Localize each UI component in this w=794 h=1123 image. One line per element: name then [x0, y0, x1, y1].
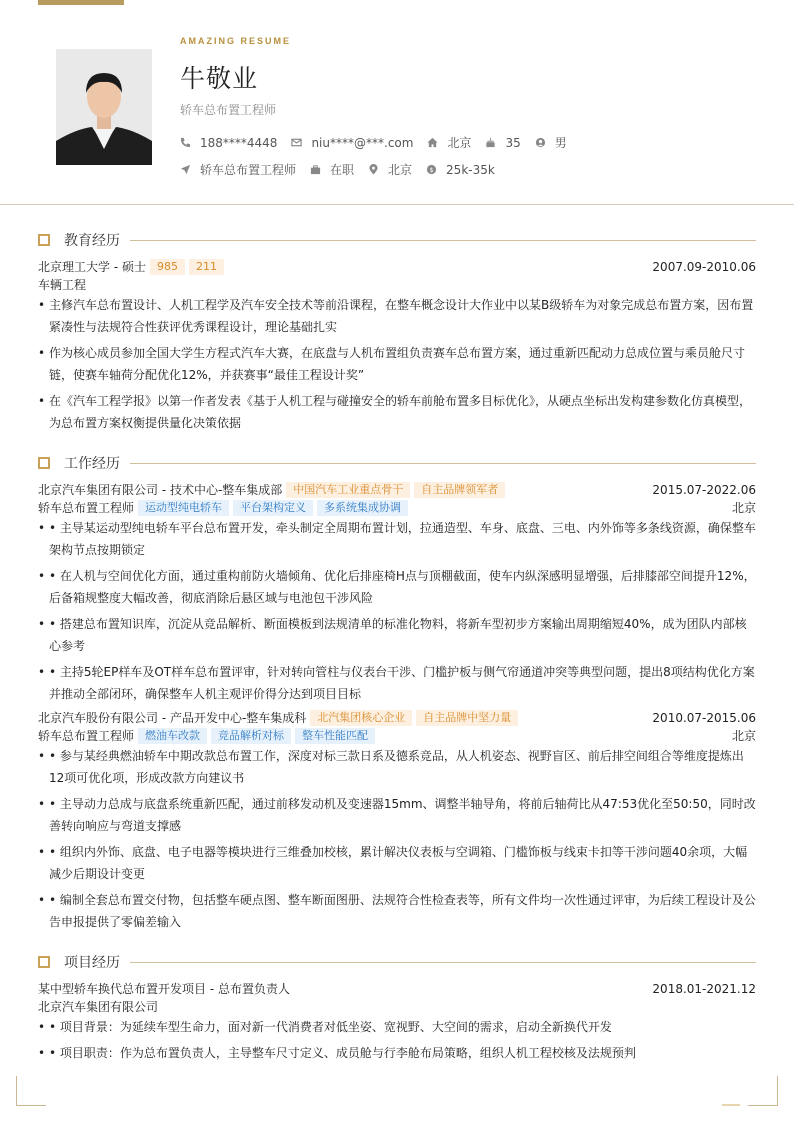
gender-icon	[535, 137, 546, 148]
job-bullet: • • 主导某运动型纯电轿车平台总布置开发，牵头制定全周期布置计划，拉通造型、车身、底盘、三电、内外饰等多条线资源，确保整车架构节点按期锁定	[38, 517, 756, 561]
job-date: 2015.07-2022.06	[652, 482, 756, 497]
job-bullet: • • 在人机与空间优化方面，通过重构前防火墙倾角、优化后排座椅H点与顶棚截面，使车内纵深感明显增强，后排膝部空间提升12%，后备箱规整度大幅改善，彻底消除后悬区域与电池包干涉风险	[38, 565, 756, 609]
section-square-icon	[38, 956, 50, 968]
project-header	[38, 980, 756, 997]
salary-item	[426, 163, 495, 177]
section-square-icon	[38, 457, 50, 469]
skill-tag: 竞品解析对标	[211, 728, 291, 744]
job-intent	[180, 161, 509, 178]
candidate-title: 轿车总布置工程师	[180, 103, 277, 117]
project-org: 北京汽车集团有限公司	[38, 1000, 159, 1014]
salary-icon	[426, 164, 437, 175]
intent-position-text: 轿车总布置工程师	[200, 163, 297, 177]
phone-item	[180, 136, 277, 150]
work-heading: 工作经历	[64, 456, 120, 472]
home-icon	[427, 137, 438, 148]
phone-text: 188****4448	[200, 135, 278, 150]
job-bullet: • • 主导动力总成与底盘系统重新匹配，通过前移发动机及变速器15mm、调整半轴导角，将前后轴荷比从47:53优化至50:50，同时改善转向响应与弯道支撑感	[38, 793, 756, 837]
project-date: 2018.01-2021.12	[652, 981, 756, 996]
mail-icon	[291, 137, 302, 148]
school-tag: 985	[150, 259, 185, 275]
contact-info	[180, 134, 581, 151]
job-header	[38, 709, 756, 726]
email-item	[291, 136, 413, 150]
header-divider	[0, 204, 794, 205]
phone-icon	[180, 137, 191, 148]
school-tag: 211	[189, 259, 224, 275]
location-icon	[368, 164, 379, 175]
skill-tag: 整车性能匹配	[295, 728, 375, 744]
job-position-row	[38, 727, 756, 744]
job-city: 北京	[731, 501, 756, 515]
section-line	[130, 962, 756, 963]
gender-item	[535, 134, 567, 151]
job-bullet: • • 组织内外饰、底盘、电子电器等模块进行三维叠加校核，累计解决仪表板与空调箱、门槛饰板与线束卡扣等干涉问题40余项，大幅减少后期设计变更	[38, 841, 756, 885]
company-tag: 北汽集团核心企业	[310, 710, 412, 726]
top-accent-bar	[38, 0, 124, 5]
company-tag: 自主品牌领军者	[414, 482, 505, 498]
skill-tag: 运动型纯电轿车	[138, 500, 229, 516]
job-position-row	[38, 499, 756, 516]
hometown-text: 北京	[447, 136, 472, 150]
page-corner-decoration	[748, 1076, 778, 1106]
page-corner-decoration	[16, 1076, 46, 1106]
education-bullet: • 主修汽车总布置设计、人机工程学及汽车安全技术等前沿课程，在整车概念设计大作业中以某B级轿车为对象完成总布置方案，因布置紧凑性与法规符合性获评优秀课程设计，理论基础扎实	[38, 294, 756, 338]
project-bullet: • • 项目背景：为延续车型生命力，面对新一代消费者对低坐姿、宽视野、大空间的需求，启动全新换代开发	[38, 1016, 756, 1038]
briefcase-icon	[310, 164, 321, 175]
skill-tag: 燃油车改款	[138, 728, 207, 744]
age-item	[485, 136, 520, 150]
job-date: 2010.07-2015.06	[652, 710, 756, 725]
salary-text: 25k-35k	[446, 162, 495, 177]
project-org-row	[38, 998, 756, 1015]
cake-icon	[485, 137, 496, 148]
skill-tag: 平台架构定义	[233, 500, 313, 516]
job-bullet: • • 编制全套总布置交付物，包括整车硬点图、整车断面图册、法规符合性检查表等，所有文件均一次性通过评审，为后续工程设计及公告申报提供了零偏差输入	[38, 889, 756, 933]
age-text: 35	[505, 135, 521, 150]
company-name: 北京汽车集团有限公司 - 技术中心-整车集成部	[38, 483, 283, 497]
intent-city-item	[368, 161, 412, 178]
job-bullet: • • 参与某经典燃油轿车中期改款总布置工作，深度对标三款日系及德系竞品，从人机姿态、视野盲区、前后排空间组合等维度提炼出12项可优化项，形成改款方向建议书	[38, 745, 756, 789]
education-date: 2007.09-2010.06	[652, 259, 756, 274]
candidate-name: 牛敬业	[180, 64, 259, 93]
job-bullet: • • 主持5轮EP样车及OT样车总布置评审，针对转向管柱与仪表台干涉、门槛护板与侧气帘通道冲突等典型问题，提出8项结构优化方案并推动全部闭环，确保整车人机主观评价得分达到项目目标	[38, 661, 756, 705]
school-name: 北京理工大学 - 硕士	[38, 260, 146, 274]
page-indicator-bar	[722, 1104, 740, 1106]
project-heading: 项目经历	[64, 955, 120, 971]
job-header	[38, 481, 756, 498]
profile-photo	[56, 49, 152, 165]
job-position: 轿车总布置工程师	[38, 729, 135, 743]
section-line	[130, 240, 756, 241]
job-bullet: • • 搭建总布置知识库，沉淀从竞品解析、断面模板到法规清单的标准化物料，将新车型初步方案输出周期缩短40%，成为团队内部核心参考	[38, 613, 756, 657]
email-text: niu****@***.com	[311, 135, 414, 150]
company-tag: 自主品牌中坚力量	[416, 710, 518, 726]
project-bullet: • • 项目职责：作为总布置负责人，主导整车尺寸定义、成员舱与行李舱布局策略，组织人机工程校核及法规预判	[38, 1042, 756, 1064]
intent-city-text: 北京	[388, 163, 413, 177]
education-heading: 教育经历	[64, 233, 120, 249]
svg-text:$: $	[429, 165, 434, 174]
section-square-icon	[38, 234, 50, 246]
company-tag: 中国汽车工业重点骨干	[286, 482, 410, 498]
education-bullet: • 在《汽车工程学报》以第一作者发表《基于人机工程与碰撞安全的轿车前舱布置多目标优化》，从硬点坐标出发构建参数化仿真模型，为总布置方案权衡提供量化决策依据	[38, 390, 756, 434]
project-section-header	[38, 952, 756, 972]
education-section-header	[38, 230, 756, 250]
education-major-row	[38, 276, 756, 293]
major: 车辆工程	[38, 278, 87, 292]
job-position: 轿车总布置工程师	[38, 501, 135, 515]
section-line	[130, 463, 756, 464]
intent-position-item	[180, 161, 296, 178]
status-item	[310, 161, 354, 178]
status-text: 在职	[330, 163, 355, 177]
education-entry-header	[38, 258, 756, 275]
job-city: 北京	[731, 729, 756, 743]
project-name: 某中型轿车换代总布置开发项目 - 总布置负责人	[38, 982, 290, 996]
skill-tag: 多系统集成协调	[317, 500, 408, 516]
hometown-item	[427, 134, 471, 151]
education-bullet: • 作为核心成员参加全国大学生方程式汽车大赛，在底盘与人机布置组负责赛车总布置方案，通过重新匹配动力总成位置与乘员舱尺寸链，使赛车轴荷分配优化12%，并获赛事“最佳工程设计奖”	[38, 342, 756, 386]
company-name: 北京汽车股份有限公司 - 产品开发中心-整车集成科	[38, 711, 307, 725]
gender-text: 男	[554, 136, 567, 150]
work-section-header	[38, 453, 756, 473]
brand-label: AMAZING RESUME	[180, 36, 291, 46]
send-icon	[180, 164, 191, 175]
